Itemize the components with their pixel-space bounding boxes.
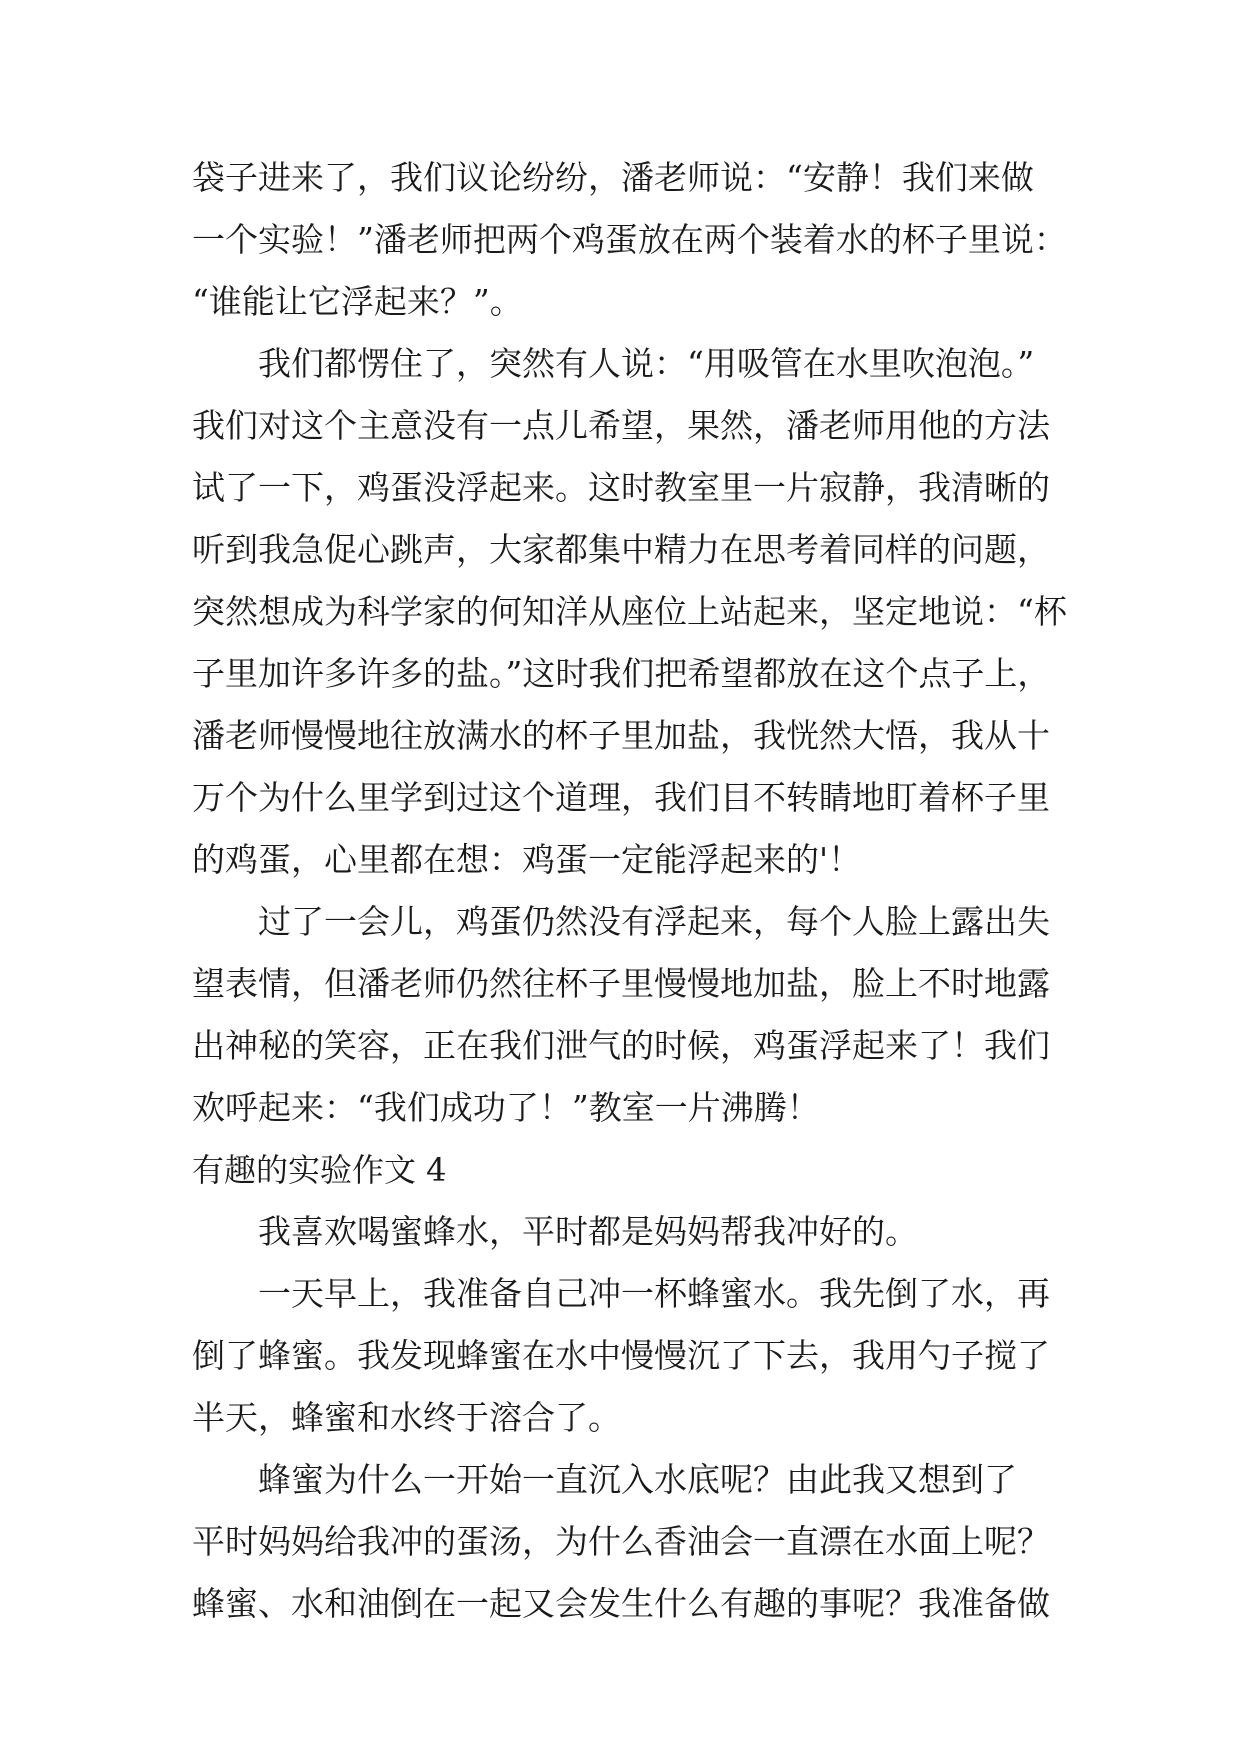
text-line: 半天，蜂蜜和水终于溶合了。 (192, 1398, 621, 1437)
paragraph-first-line: 蜂蜜为什么一开始一直沉入水底呢？由此我又想到了 (258, 1460, 1017, 1499)
section-heading: 有趣的实验作文 4 (192, 1151, 447, 1189)
text-line: 倒了蜂蜜。我发现蜂蜜在水中慢慢沉了下去，我用勺子搅了 (192, 1336, 1050, 1375)
text-line: 一个实验！”潘老师把两个鸡蛋放在两个装着水的杯子里说： (192, 220, 1067, 259)
paragraph-first-line: 我喜欢喝蜜蜂水，平时都是妈妈帮我冲好的。 (258, 1212, 918, 1251)
text-line: 潘老师慢慢地往放满水的杯子里加盐，我恍然大悟，我从十 (192, 716, 1050, 755)
text-line: 听到我急促心跳声，大家都集中精力在思考着同样的问题， (192, 530, 1050, 569)
document-body (192, 158, 1072, 1646)
text-line: 蜂蜜、水和油倒在一起又会发生什么有趣的事呢？我准备做 (192, 1584, 1050, 1623)
text-line: 出神秘的笑容，正在我们泄气的时候，鸡蛋浮起来了！我们 (192, 1026, 1050, 1065)
text-line: 袋子进来了，我们议论纷纷，潘老师说：“安静！我们来做 (192, 158, 1034, 197)
text-line: 望表情，但潘老师仍然往杯子里慢慢地加盐，脸上不时地露 (192, 964, 1050, 1003)
text-line: 万个为什么里学到过这个道理，我们目不转睛地盯着杯子里 (192, 778, 1050, 817)
paragraph-first-line: 一天早上，我准备自己冲一杯蜂蜜水。我先倒了水，再 (258, 1274, 1050, 1313)
text-line: 突然想成为科学家的何知洋从座位上站起来，坚定地说：“杯 (192, 592, 1067, 631)
text-line: 试了一下，鸡蛋没浮起来。这时教室里一片寂静，我清晰的 (192, 468, 1050, 507)
text-line: 欢呼起来：“我们成功了！”教室一片沸腾！ (192, 1088, 820, 1127)
paragraph-first-line: 过了一会儿，鸡蛋仍然没有浮起来，每个人脸上露出失 (258, 902, 1050, 941)
text-line: “谁能让它浮起来？”。 (192, 282, 523, 321)
text-line: 子里加许多许多的盐。”这时我们把希望都放在这个点子上， (192, 654, 1051, 693)
text-line: 的鸡蛋，心里都在想：鸡蛋一定能浮起来的'！ (192, 840, 862, 879)
text-line: 我们对这个主意没有一点儿希望，果然，潘老师用他的方法 (192, 406, 1050, 445)
text-line: 平时妈妈给我冲的蛋汤，为什么香油会一直漂在水面上呢？ (192, 1522, 1050, 1561)
paragraph-first-line: 我们都愣住了，突然有人说：“用吸管在水里吹泡泡。” (258, 344, 1035, 383)
